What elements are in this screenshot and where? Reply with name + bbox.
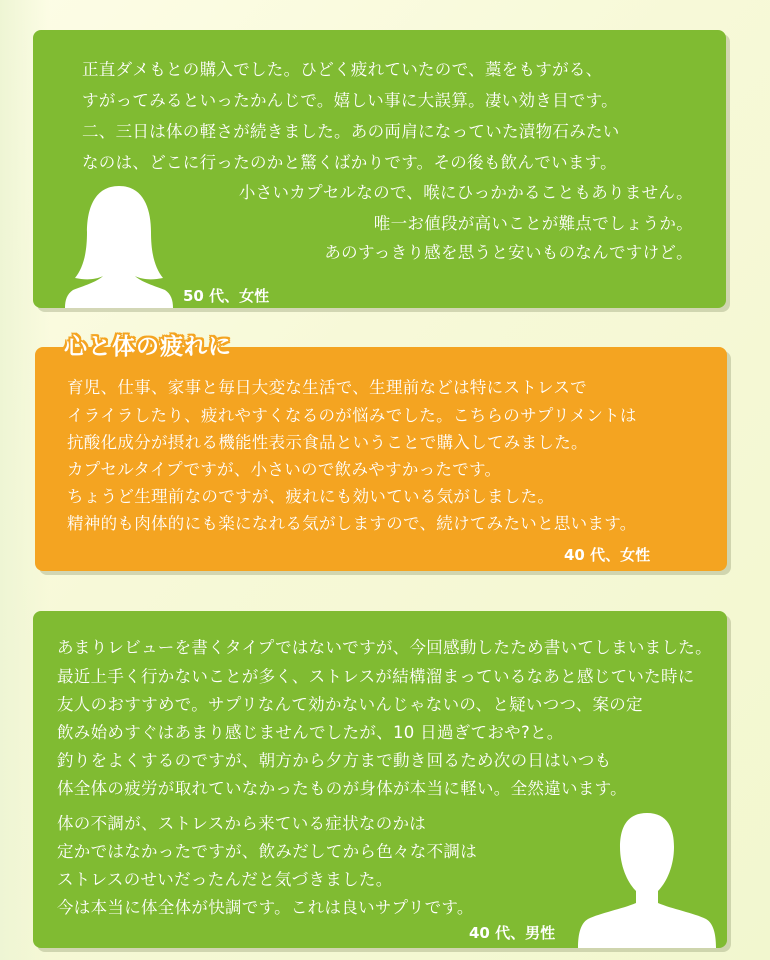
testimonial-3-line-10: 今は本当に体全体が快調です。これは良いサプリです。 (57, 898, 474, 917)
testimonial-1-line-2: すがってみるといったかんじで。嬉しい事に大誤算。凄い効き目です。 (82, 91, 618, 110)
testimonial-card-2 (35, 347, 727, 571)
testimonial-3-line-6: 体全体の疲労が取れていなかったものが身体が本当に軽い。全然違います。 (57, 779, 627, 798)
testimonial-2-line-6: 精神的も肉体的にも楽になれる気がしますので、続けてみたいと思います。 (67, 514, 637, 533)
testimonial-2-line-5: ちょうど生理前なのですが、疲れにも効いている気がしました。 (67, 487, 555, 506)
testimonial-3-signature: 40 代、男性 (469, 924, 556, 942)
testimonial-3-line-9: ストレスのせいだったんだと気づきました。 (57, 870, 393, 889)
testimonial-2-line-4: カプセルタイプですが、小さいので飲みやすかったです。 (67, 460, 502, 479)
testimonial-3-line-5: 釣りをよくするのですが、朝方から夕方まで動き回るため次の日はいつも (57, 751, 612, 770)
female-silhouette-icon (65, 182, 173, 308)
testimonial-3-line-2: 最近上手く行かないことが多く、ストレスが結構溜まっているなあと感じていた時に (57, 667, 695, 686)
testimonial-1-line-3: 二、三日は体の軽さが続きました。あの両肩になっていた漬物石みたい (82, 122, 620, 141)
testimonial-1-line-4: なのは、どこに行ったのかと驚くばかりです。その後も飲んでいます。 (82, 153, 617, 172)
testimonial-card-3 (33, 611, 727, 948)
testimonial-2-line-2: イライラしたり、疲れやすくなるのが悩みでした。こちらのサプリメントは (67, 406, 637, 425)
testimonial-2-line-1: 育児、仕事、家事と毎日大変な生活で、生理前などは特にストレスで (67, 378, 587, 397)
testimonial-card-1 (33, 30, 726, 308)
testimonial-1-line-1: 正直ダメもとの購入でした。ひどく疲れていたので、藁をもすがる、 (82, 60, 603, 79)
testimonial-2-signature: 40 代、女性 (564, 546, 651, 564)
testimonial-3-line-7: 体の不調が、ストレスから来ている症状なのかは (57, 814, 427, 833)
testimonial-3-line-8: 定かではなかったですが、飲みだしてから色々な不調は (57, 842, 477, 861)
testimonial-1-line-5: 小さいカプセルなので、喉にひっかかることもありません。 (238, 183, 693, 202)
testimonial-1-signature: 50 代、女性 (183, 287, 270, 305)
section-title: 心と体の疲れに (64, 334, 232, 360)
testimonial-3-line-3: 友人のおすすめで。サプリなんて効かないんじゃないの、と疑いつつ、案の定 (57, 695, 643, 714)
male-silhouette-icon (578, 809, 716, 948)
testimonial-2-line-3: 抗酸化成分が摂れる機能性表示食品ということで購入してみました。 (67, 433, 588, 452)
testimonial-3-line-4: 飲み始めすぐはあまり感じませんでしたが、10 日過ぎておや?と。 (57, 723, 564, 742)
testimonial-1-line-6: 唯一お値段が高いことが難点でしょうか。 (373, 214, 693, 233)
testimonial-1-line-7: あのすっきり感を思うと安いものなんですけど。 (324, 243, 693, 262)
testimonial-3-line-1: あまりレビューを書くタイプではないですが、今回感動したため書いてしまいました。 (57, 638, 712, 657)
